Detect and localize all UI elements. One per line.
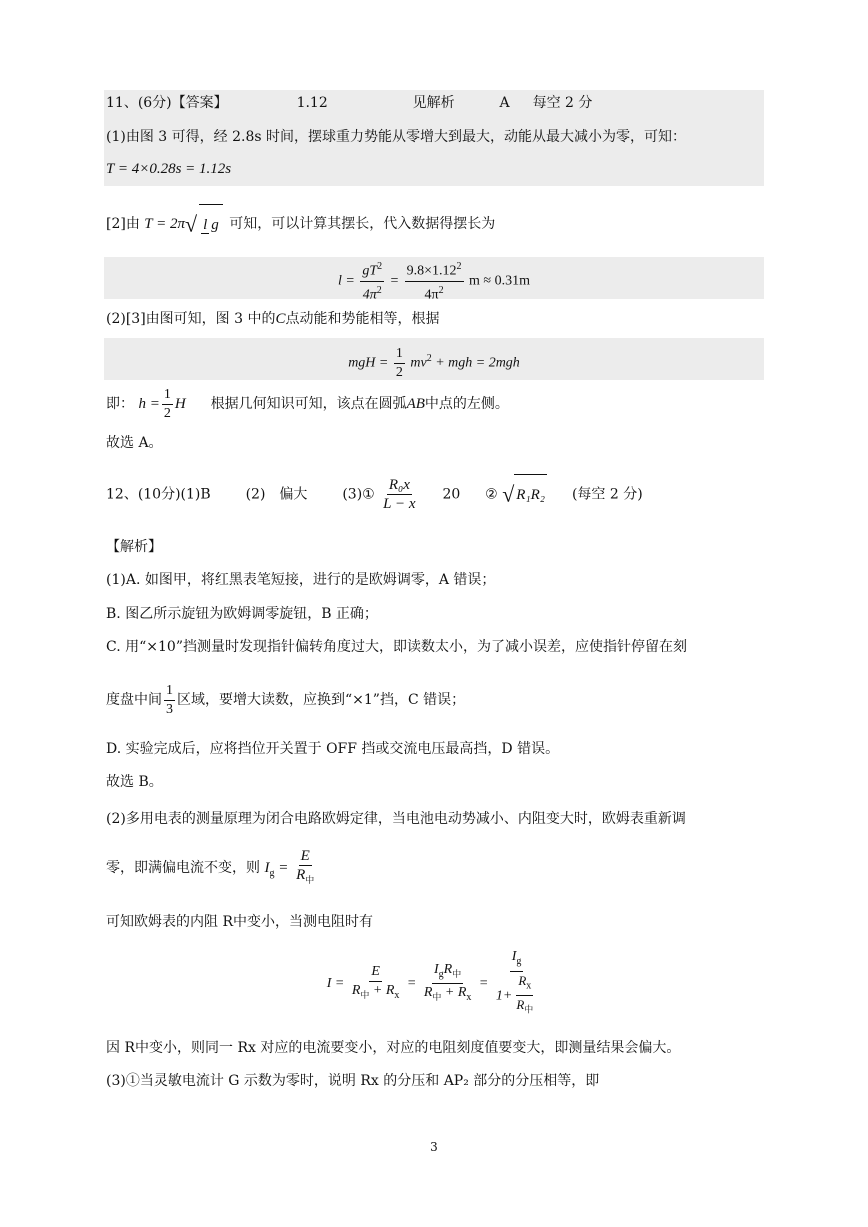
eq3-c: + mgh = 2mgh (435, 355, 520, 371)
q11-p2b: 可知，可以计算其摆长，代入数据得摆长为 (229, 216, 496, 232)
q12-l4: 度盘中间 $\frac{1}{3}$ 区域，要增大读数，应换到“×1”挡，C 错误； (106, 682, 466, 717)
q12-head: 12、(10分)(1)B (106, 486, 211, 503)
q11-eq3: mgH = $\frac{1}{2}$ $mv^2$ + mgh = 2mgh (348, 345, 520, 380)
q11-para4: 即： h = $\frac{1}{2}$ H 根据几何知识可知，该点在圆弧AB中点的左侧。 (106, 386, 509, 421)
q12-l8-text: 零，即满偏电流不变，则 (106, 860, 260, 876)
q12-l4a: 度盘中间 (106, 692, 162, 708)
q12-frac-den: L − x (383, 496, 416, 513)
eq3-a: mgH = (348, 355, 389, 371)
q11-p4h: h = (138, 396, 160, 412)
eq2-tail: m ≈ 0.31m (469, 273, 530, 289)
q12-l1: (1)A. 如图甲，将红黑表笔短接，进行的是欧姆调零，A 错误； (106, 572, 496, 588)
eq2-den2: 4π (424, 287, 439, 303)
q11-per: 每空 2 分 (532, 95, 593, 111)
q12-l5: D. 实验完成后，应将挡位开关置于 OFF 挡或交流电压最高挡，D 错误。 (106, 741, 560, 757)
q11-head: 11、(6分)【答案】 (106, 95, 228, 111)
q12-sqrt: R₁R₂ (514, 474, 547, 515)
q12-l7: (2)多用电表的测量原理为闭合电路欧姆定律，当电池电动势减小、内阻变大时，欧姆表重新调 (106, 811, 686, 827)
eq2-num2: 9.8×1.12 (406, 263, 457, 279)
q12-l8 (106, 846, 318, 890)
q11-p3: (2)[3]由图可知，图 3 中的 (106, 311, 276, 327)
q12-l6: 故选 B。 (106, 774, 163, 790)
q11-para1: (1)由图 3 可得，经 2.8s 时间，摆球重力势能从零增大到最大，动能从最大减小为零，可知： (106, 129, 686, 145)
q11-eq1: T = 4×0.28s = 1.12s (106, 161, 232, 177)
formula-ig: $I_g$ = $\frac{E}{R_中}$ (264, 848, 315, 887)
q11-p4b: 根据几何知识可知，该点在圆弧 (210, 396, 407, 412)
q11-ans2: 见解析 (412, 95, 455, 111)
q12-l2: B. 图乙所示旋钮为欧姆调零旋钮，B 正确； (106, 606, 378, 622)
q11-para3 (106, 309, 440, 329)
q11-p2a: [2]由 (106, 216, 140, 232)
q12-val: 20 (442, 486, 461, 503)
eq2-lhs: l = (338, 273, 355, 289)
arc-ab: AB (406, 396, 425, 412)
q11-para5: 故选 A。 (106, 435, 163, 451)
q12-header-line: 12、(10分)(1)B (2) 偏大 (3)① $\frac{\text{R₀x}}{L - x}$ 20 ② √ R₁R₂ (每空 2 分) (106, 474, 643, 514)
q11-para2 (106, 204, 495, 244)
q11-eq2: l = $\frac{gT^2}{4\pi^2}$ = $\frac{9.8\times 1.12^2}{4\pi^2}$ m ≈ 0.31m (104, 258, 764, 298)
q11-ans3: A (499, 95, 510, 111)
q12-a2: (2) 偏大 (245, 486, 308, 503)
q12-a4: ② (485, 486, 498, 503)
q12-frac-num: R₀x (388, 477, 410, 494)
q11-p4c: 中点的左侧。 (424, 396, 509, 412)
q11-ans1: 1.12 (296, 95, 328, 111)
q12-l11: (3)①当灵敏电流计 G 示数为零时，说明 Rx 的分压和 AP₂ 部分的分压相等，即 (106, 1073, 600, 1089)
q12-l3: C. 用“×10”挡测量时发现指针偏转角度过大，即读数太小，为了减小误差，应使指针停留在刻 (106, 639, 687, 655)
q12-l10: 因 R中变小，则同一 Rx 对应的电流要变小，对应的电阻刻度值要变大，即测量结果会偏大。 (106, 1040, 681, 1056)
q12-l9: 可知欧姆表的内阻 R中变小，当测电阻时有 (106, 914, 373, 930)
point-c: C (275, 311, 286, 327)
q12-per: (每空 2 分) (571, 486, 643, 503)
eq2-num1: gT (362, 263, 378, 279)
eq2-den1: 4π (362, 287, 377, 303)
formula-current: I = $\frac{E}{R_中 + R_x}$ = $\frac{I_gR_中}{R_中 + R_x}$ = $I_g$ 1+ $\frac{R_x}{R_中}$ (326, 949, 534, 1016)
q11-p4a: 即： (106, 396, 134, 412)
q11-p4H: H (174, 396, 186, 412)
page-number: 3 (430, 1140, 438, 1154)
eq3-b: mv (410, 355, 427, 371)
q11-p3b: 点动能和势能相等，根据 (285, 311, 440, 327)
q12-jiexi: 【解析】 (106, 539, 162, 555)
formula-period: T = 2π√ l g (144, 216, 224, 232)
q12-l4b: 区域，要增大读数，应换到“×1”挡，C 错误； (177, 692, 466, 708)
q12-a3: (3)① (342, 486, 375, 503)
q11-header-line (106, 93, 592, 113)
